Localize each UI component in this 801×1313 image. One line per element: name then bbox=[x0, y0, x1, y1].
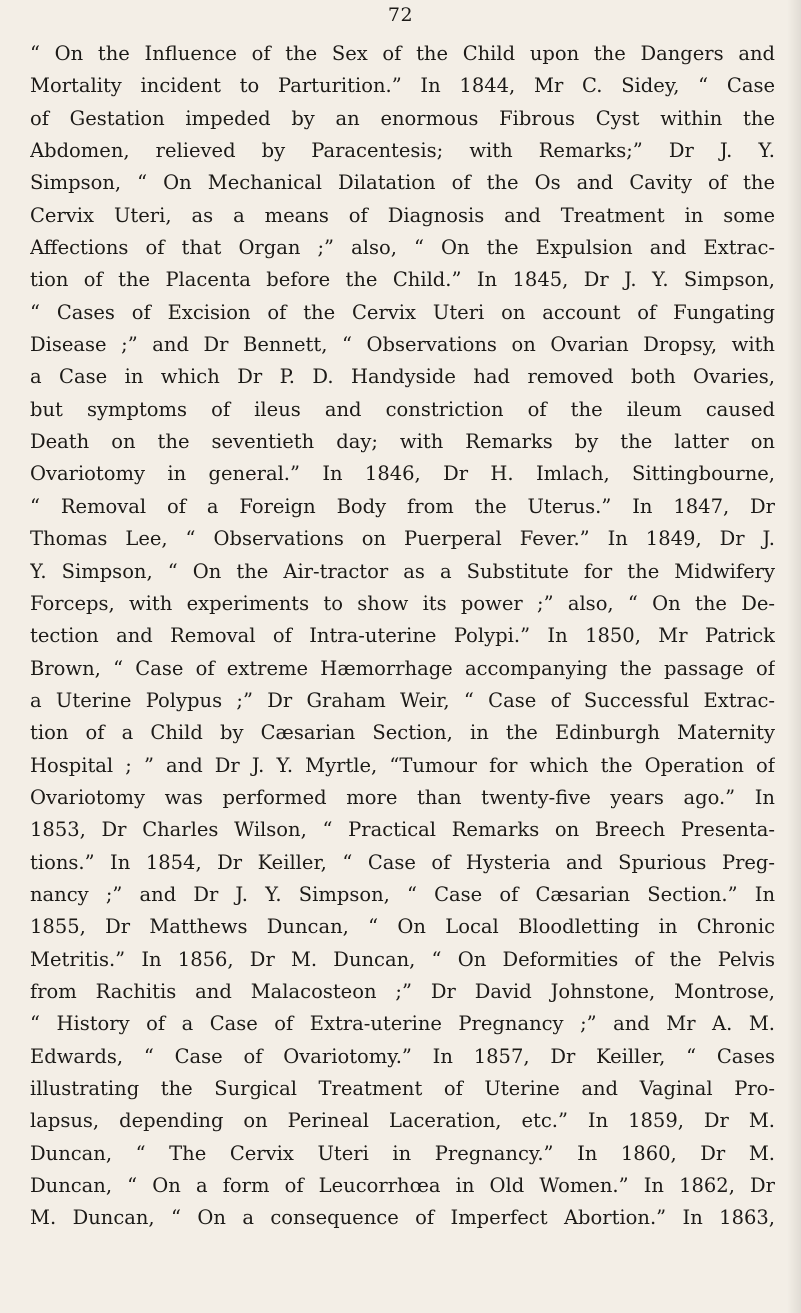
text-line-18: Forceps, with experiments to show its power ;” also, “ On the De- bbox=[30, 591, 775, 615]
text-line-3: of Gestation impeded by an enormous Fibrous Cyst within the bbox=[30, 106, 775, 130]
body-text bbox=[30, 38, 775, 1235]
text-line-17: Y. Simpson, “ On the Air-tractor as a Substitute for the Midwifery bbox=[30, 559, 775, 583]
page-edge-shadow bbox=[787, 0, 801, 1313]
text-line-33: illustrating the Surgical Treatment of Uterine and Vaginal Pro- bbox=[30, 1077, 775, 1100]
text-line-19: tection and Removal of Intra-uterine Polypi.” In 1850, Mr Patrick bbox=[30, 624, 775, 648]
text-line-29: Metritis.” In 1856, Dr M. Duncan, “ On Deformities of the Pelvis bbox=[30, 947, 775, 971]
text-line-1: “ On the Influence of the Sex of the Child upon the Dangers and bbox=[30, 42, 775, 65]
text-line-35: Duncan, “ The Cervix Uteri in Pregnancy.” In 1860, Dr M. bbox=[30, 1141, 775, 1165]
text-line-36: Duncan, “ On a form of Leucorrhœa in Old Women.” In 1862, Dr bbox=[30, 1174, 775, 1198]
text-line-10: Disease ;” and Dr Bennett, “ Observations on Ovarian Dropsy, with bbox=[30, 333, 775, 357]
text-line-11: a Case in which Dr P. D. Handyside had removed both Ovaries, bbox=[30, 365, 775, 389]
text-line-23: Hospital ; ” and Dr J. Y. Myrtle, “Tumour for which the Operation of bbox=[30, 753, 775, 777]
text-line-21: a Uterine Polypus ;” Dr Graham Weir, “ Case of Successful Extrac- bbox=[30, 688, 775, 712]
text-line-22: tion of a Child by Cæsarian Section, in the Edinburgh Maternity bbox=[30, 721, 775, 745]
text-line-13: Death on the seventieth day; with Remarks by the latter on bbox=[30, 430, 775, 454]
text-line-12: but symptoms of ileus and constriction of the ileum caused bbox=[30, 397, 775, 421]
text-line-8: tion of the Placenta before the Child.” In 1845, Dr J. Y. Simpson, bbox=[30, 268, 775, 292]
text-line-7: Affections of that Organ ;” also, “ On the Expulsion and Extrac- bbox=[30, 236, 775, 260]
text-line-20: Brown, “ Case of extreme Hæmorrhage accompanying the passage of bbox=[30, 656, 775, 680]
text-line-25: 1853, Dr Charles Wilson, “ Practical Remarks on Breech Presenta- bbox=[30, 818, 775, 842]
text-line-28: 1855, Dr Matthews Duncan, “ On Local Bloodletting in Chronic bbox=[30, 915, 775, 939]
text-line-26: tions.” In 1854, Dr Keiller, “ Case of Hysteria and Spurious Preg- bbox=[30, 850, 775, 874]
text-line-15: “ Removal of a Foreign Body from the Uterus.” In 1847, Dr bbox=[30, 494, 775, 518]
text-line-37: M. Duncan, “ On a consequence of Imperfect Abortion.” In 1863, bbox=[30, 1206, 775, 1230]
text-line-2: Mortality incident to Parturition.” In 1844, Mr C. Sidey, “ Case bbox=[30, 74, 775, 98]
text-line-30: from Rachitis and Malacosteon ;” Dr David Johnstone, Montrose, bbox=[30, 979, 775, 1003]
text-line-14: Ovariotomy in general.” In 1846, Dr H. Imlach, Sittingbourne, bbox=[30, 462, 775, 486]
text-line-27: nancy ;” and Dr J. Y. Simpson, “ Case of Cæsarian Section.” In bbox=[30, 882, 775, 906]
text-line-32: Edwards, “ Case of Ovariotomy.” In 1857, Dr Keiller, “ Cases bbox=[30, 1044, 775, 1068]
text-line-6: Cervix Uteri, as a means of Diagnosis and Treatment in some bbox=[30, 203, 775, 227]
text-line-9: “ Cases of Excision of the Cervix Uteri on account of Fungating bbox=[30, 300, 775, 324]
text-line-31: “ History of a Case of Extra-uterine Pregnancy ;” and Mr A. M. bbox=[30, 1012, 775, 1036]
text-line-5: Simpson, “ On Mechanical Dilatation of the Os and Cavity of the bbox=[30, 171, 775, 195]
text-line-4: Abdomen, relieved by Paracentesis; with Remarks;” Dr J. Y. bbox=[30, 139, 775, 163]
text-line-24: Ovariotomy was performed more than twenty-five years ago.” In bbox=[30, 785, 775, 809]
page-number: 72 bbox=[387, 4, 414, 26]
text-line-16: Thomas Lee, “ Observations on Puerperal Fever.” In 1849, Dr J. bbox=[30, 527, 775, 551]
text-line-34: lapsus, depending on Perineal Laceration, etc.” In 1859, Dr M. bbox=[30, 1109, 775, 1133]
